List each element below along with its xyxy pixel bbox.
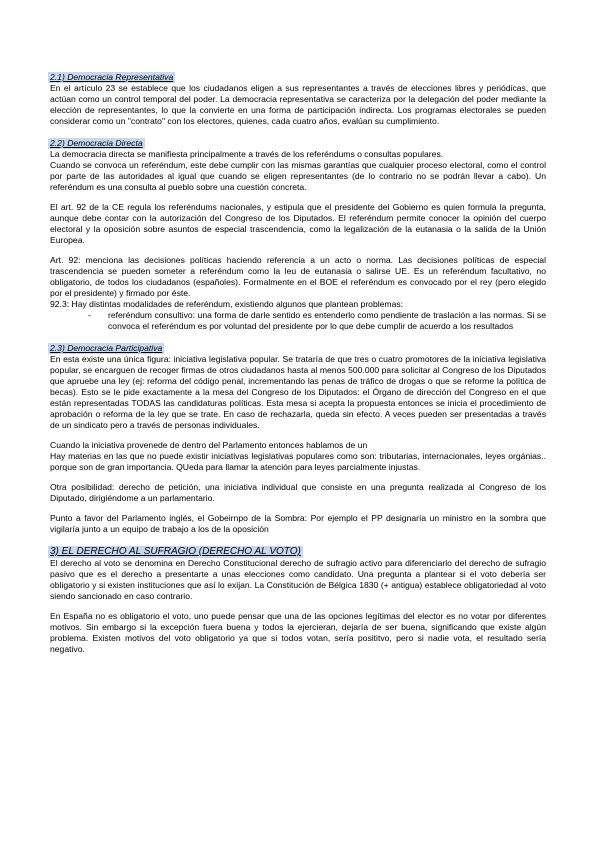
- bullet-dash: -: [88, 310, 91, 320]
- list-item-text: referéndum consultivo: una forma de darle sentido es entenderlo como pendiente de traslación a las normas. Si se convoca el referéndum es por voluntad del presidente por lo que debe cumplir de acuerdo a los resultados: [108, 310, 546, 331]
- section-heading: 3) EL DERECHO AL SUFRAGIO (DERECHO AL VOTO): [50, 546, 301, 557]
- paragraph: En España no es obligatorio el voto, uno puede pensar que una de las opciones legítimas del elector es no votar por diferentes motivos. Sin embargo si la excepción fuera buena y todos la ejercieran, dejaría de ser buena, significando que existe algún problema. Existen motivos del voto obligatorio ya que si todos votan, sería posititvo, pero si nadie vota, el resultado sería negativo.: [50, 611, 546, 654]
- section-derecho-al-sufragio: [50, 546, 546, 655]
- paragraph: Punto a favor del Parlamento inglés, el Gobeirnpo de la Sombra: Por ejemplo el PP designaría un ministro en la sombra que vigilaría junto a un equipo de trabajo a los de la oposición: [50, 513, 546, 534]
- paragraph: En el artículo 23 se establece que los ciudadanos eligen a sus representantes a través de elecciones libres y periódicas, que actúan como un control temporal del poder. La democracia representativa se caracteriza por la delegación del poder mediante la elección de representantes, lo que la convierte en una forma de participación indirecta. Los programas electorales se pueden considerar como un "contrato" con los electores, quienes, cada cuatro años, evalúan su cumplimiento.: [50, 83, 546, 126]
- section-heading: 2.1) Democracia Representativa: [50, 72, 174, 82]
- paragraph: Art. 92: menciona las decisiones políticas haciendo referencia a un acto o norma. Las decisiones políticas de especial trascendencia se pueden someter a referéndum como la leu de eutanasia o salirse UE. Es un referéndum facultativo, no obligatorio, de todos los ciudadanos (españoles). Formalmente en el BOE el referéndum es convocado por el rey (pero elegido por el presidente) y firmado por éste.: [50, 255, 546, 298]
- section-heading: 2.3) Democracia Participativa: [50, 343, 163, 353]
- section-democracia-representativa: [50, 72, 546, 127]
- paragraph: 92.3: Hay distintas modalidades de referéndum, existiendo algunos que plantean problemas:: [50, 299, 404, 309]
- paragraph: El derecho al voto se denomina en Derecho Constitucional derecho de sufragio activo para diferenciarlo del derecho de sufragio pasivo que es el derecho a presentarte a unas elecciones como candidato. Una pregunta a plantear si el voto debería ser obligatorio y si existen instituciones que así lo exijan. La Constitución de Bélgica 1830 (+ antigua) establece obligatoriedad al voto siendo sancionado en caso contrario.: [50, 558, 546, 601]
- paragraph: Hay materias en las que no puede existir iniciativas legislativas populares como son: tributarias, internacionales, leyes orgánias.. porque son de gran importancia. QUeda para llamar la atención para leyes parcialmente injustas.: [50, 451, 546, 472]
- paragraph: Otra posibilidad: derecho de petición, una iniciativa individual que consiste en una pregunta realizada al Congreso de los Diputado, dirigiéndome a un parlamentario.: [50, 482, 546, 503]
- section-heading: 2.2) Democracia Directa: [50, 138, 143, 148]
- section-democracia-directa: [50, 138, 546, 332]
- list-item: [88, 310, 546, 332]
- paragraph: Cuando se convoca un referéndum, este debe cumplir con las mismas garantías que cualquier proceso electoral, como el control por parte de las autoridades al igual que cuando se eligen representantes (de lo contrario no se podrán llevar a cabo). Un referéndum es una consulta al pueblo sobre una cuestión concreta.: [50, 160, 546, 192]
- section-democracia-participativa: [50, 343, 546, 535]
- paragraph: Cuando la iniciativa provenede de dentro del Parlamento entonces hablamos de un: [50, 440, 368, 450]
- paragraph: En esta existe una única figura: iniciativa legislativa popular. Se trataría de que tres o cuatro promotores de la iniciativa legislativa popular, se encarguen de recoger firmas de otros ciudadanos hasta al menos 500.000 para solicitar al Congreso de los Diputados que apruebe una ley (ej: reforma del código penal, incrementando las penas de tráfico de drogas o que se reforme la política de becas). Esto se le pide exactamente a la mesa del Congreso de los Diputados: el Órgano de dirección del Congreso en el que están representadas TODAS las candidaturas políticas. Esta mesa si acepta la propuesta entonces se inicia el procedimiento de aprobación o reforma de la ley que se trate. En caso de rechazarla, queda sin efecto. A veces pueden ser presentadas a través de un sindicato pero a través de personas individuales.: [50, 354, 546, 430]
- bullet-list: [50, 310, 546, 332]
- document-body: [50, 72, 546, 655]
- paragraph: La democracia directa se manifiesta principalmente a través de los referéndums o consultas populares.: [50, 149, 444, 159]
- paragraph: El art. 92 de la CE regula los referéndums nacionales, y estipula que el presidente del Gobierno es quien formula la pregunta, aunque debe contar con la autorización del Congreso de los Diputados. El referéndum permite conocer la opinión del cuerpo electoral y la oposición sobre asuntos de especial trascendencia, como la legalización de la eutanasia o la salida de la Unión Europea.: [50, 202, 546, 245]
